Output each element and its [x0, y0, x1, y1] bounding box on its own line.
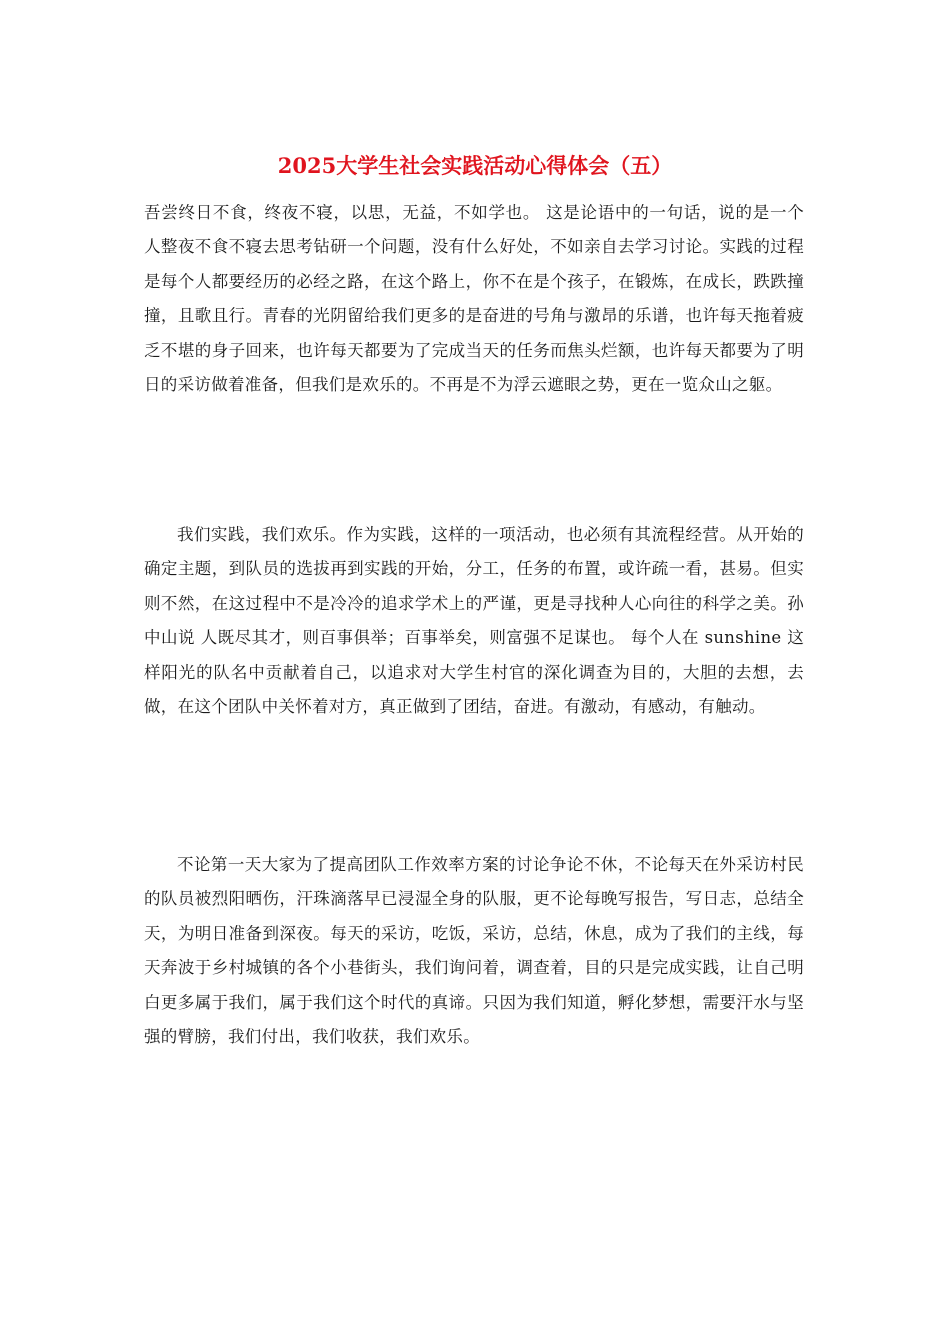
paragraph-2: 我们实践，我们欢乐。作为实践，这样的一项活动，也必须有其流程经营。从开始的确定主题，到队员的选拔再到实践的开始，分工，任务的布置，或许疏一看，甚易。但实则不然，在这过程中不是冷冷的追求学术上的严谨，更是寻找种人心向往的科学之美。孙中山说 人既尽其才，则百事俱举；百事举矣，则富强不足谋也。 每个人在 sunshine 这样阳光的队名中贡献着自己，以追求对大学生村官的深化调查为目的，大胆的去想，去做，在这个团队中关怀着对方，真正做到了团结，奋进。有激动，有感动，有触动。	[144, 525, 804, 717]
page-title: 2025大学生社会实践活动心得体会（五）	[277, 153, 673, 178]
paragraph-3: 不论第一天大家为了提高团队工作效率方案的讨论争论不休，不论每天在外采访村民的队员被烈阳晒伤，汗珠滴落早已浸湿全身的队服，更不论每晚写报告，写日志，总结全天，为明日准备到深夜。每天的采访，吃饭，采访，总结，休息，成为了我们的主线，每天奔波于乡村城镇的各个小巷街头，我们询问着，调查着，目的只是完成实践，让自己明白更多属于我们，属于我们这个时代的真谛。只因为我们知道，孵化梦想，需要汗水与坚强的臂膀，我们付出，我们收获，我们欢乐。	[144, 855, 804, 1047]
paragraph-1: 吾尝终日不食，终夜不寝，以思，无益，不如学也。 这是论语中的一句话，说的是一个人整夜不食不寝去思考钻研一个问题，没有什么好处，不如亲自去学习讨论。实践的过程是每个人都要经历的必经之路，在这个路上，你不在是个孩子，在锻炼，在成长，跌跌撞撞，且歌且行。青春的光阴留给我们更多的是奋进的号角与激昂的乐谱，也许每天拖着疲乏不堪的身子回来，也许每天都要为了完成当天的任务而焦头烂额，也许每天都要为了明日的采访做着准备，但我们是欢乐的。不再是不为浮云遮眼之势，更在一览众山之躯。	[144, 203, 804, 395]
